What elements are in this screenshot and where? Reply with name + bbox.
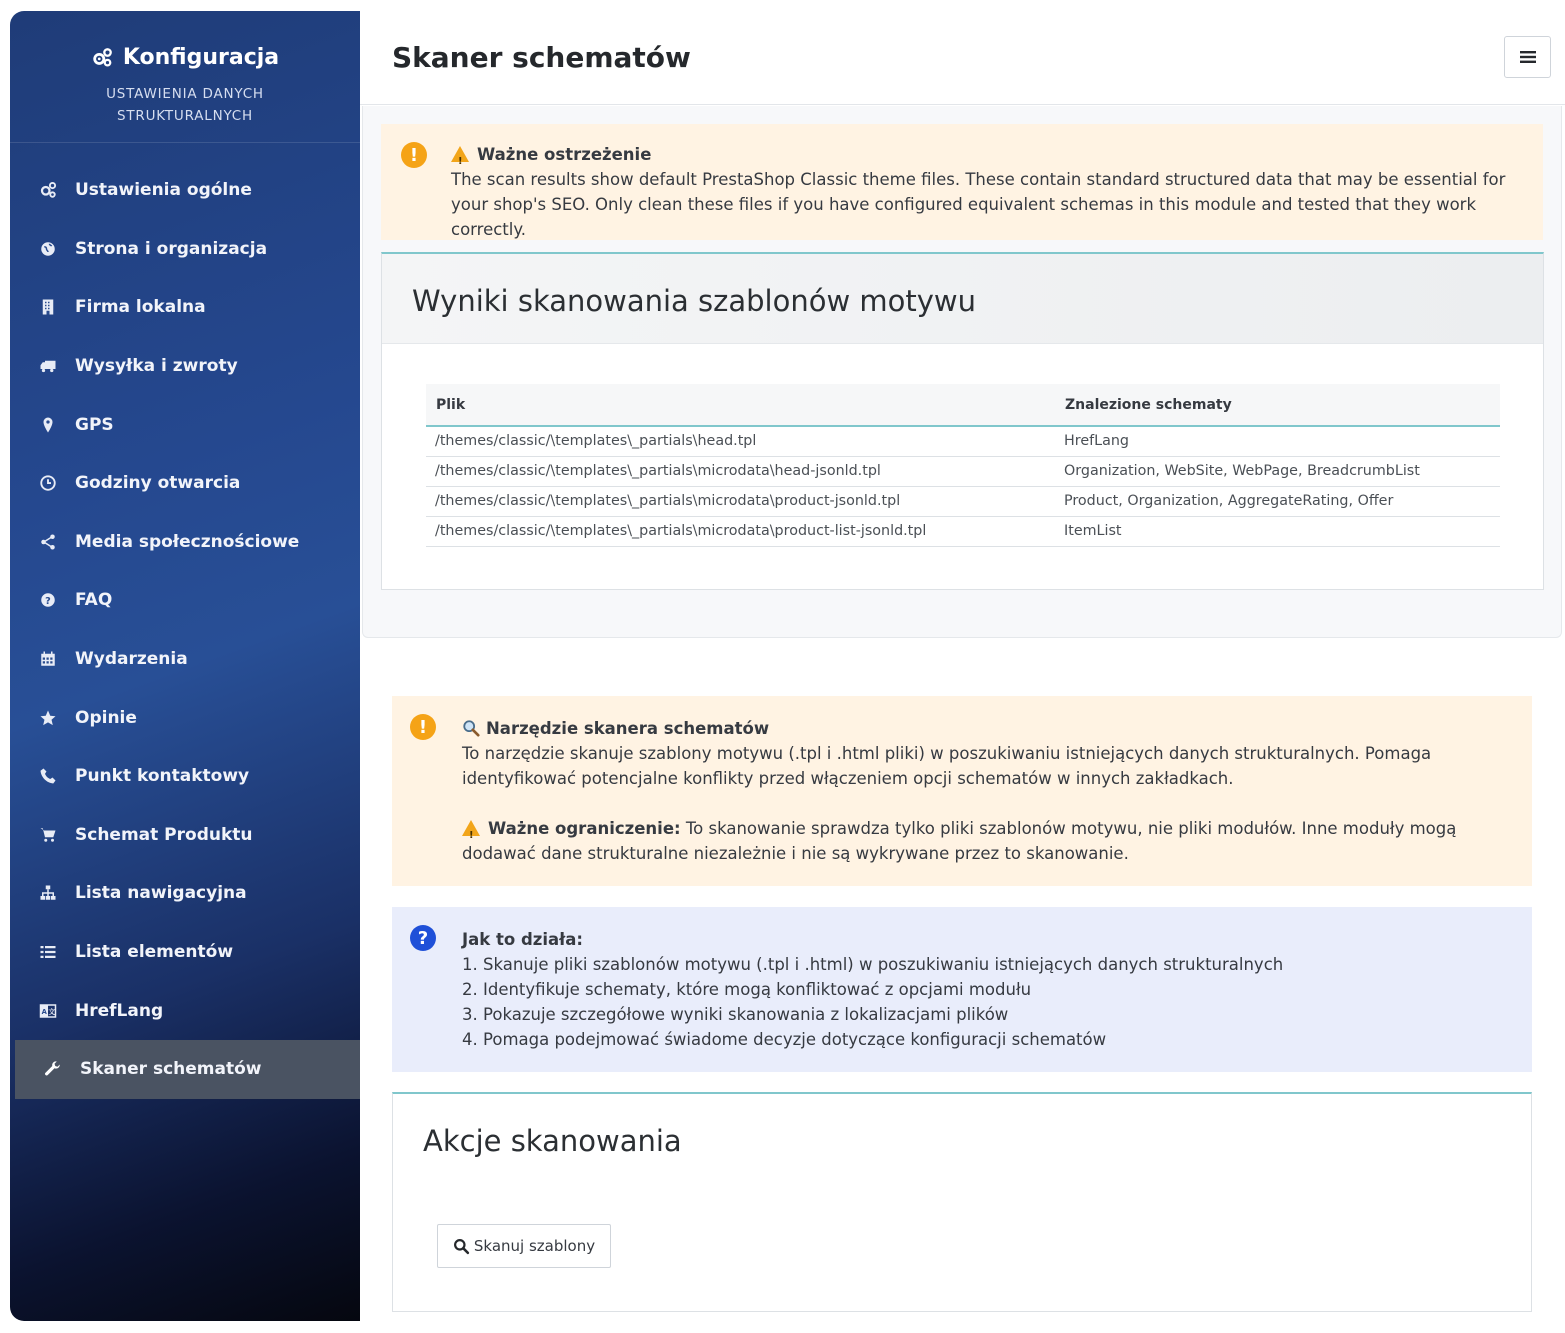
cogs-icon — [91, 47, 113, 69]
schemas-cell: Product, Organization, AggregateRating, Offer — [1055, 486, 1500, 516]
schemas-cell: ItemList — [1055, 516, 1500, 546]
globe-icon — [38, 239, 58, 259]
sidebar-item-strona-i-organizacja[interactable] — [10, 220, 360, 279]
sidebar-item-wydarzenia[interactable] — [10, 630, 360, 689]
question-circle-icon: ? — [410, 925, 436, 951]
page-header — [360, 11, 1565, 105]
results-title: Wyniki skanowania szablonów motywu — [412, 284, 977, 318]
how-it-works-alert — [392, 907, 1532, 1072]
sidebar-item-media-spolecznosciowe[interactable] — [10, 513, 360, 572]
warning-body — [451, 142, 1511, 242]
star-icon — [38, 708, 58, 728]
file-cell: /themes/classic/\templates\_partials\microdata\head-jsonld.tpl — [426, 456, 1055, 486]
list-item: 2. Identyfikuje schematy, które mogą konfliktować z opcjami modułu — [462, 980, 1032, 999]
list-icon — [38, 942, 58, 962]
scan-actions-title: Akcje skanowania — [423, 1124, 682, 1158]
how-it-works-title: Jak to działa: — [462, 930, 584, 949]
limitation-label: Ważne ograniczenie: — [488, 819, 681, 838]
sidebar-item-label: Lista nawigacyjna — [75, 883, 247, 904]
scanner-info-body — [462, 716, 1512, 866]
sidebar-item-lista-elementow[interactable] — [10, 923, 360, 982]
table-row — [426, 516, 1500, 546]
results-section — [362, 106, 1562, 638]
list-item: 3. Pokazuje szczegółowe wyniki skanowania z lokalizacjami plików — [462, 1005, 1009, 1024]
sidebar-item-faq[interactable] — [10, 571, 360, 630]
scanner-info-alert — [392, 696, 1532, 886]
share-icon — [38, 532, 58, 552]
phone-icon — [38, 766, 58, 786]
sidebar-item-godziny-otwarcia[interactable] — [10, 454, 360, 513]
sidebar-item-label: Schemat Produktu — [75, 824, 253, 845]
sidebar-item-label: FAQ — [75, 590, 113, 611]
sidebar-item-label: Wysyłka i zwroty — [75, 356, 238, 377]
sidebar-item-label: Punkt kontaktowy — [75, 766, 250, 787]
search-icon — [453, 1238, 470, 1255]
hamburger-icon — [1520, 50, 1536, 64]
schemas-cell: HrefLang — [1055, 426, 1500, 456]
column-header-file: Plik — [426, 384, 1055, 426]
language-icon — [38, 1001, 58, 1021]
svg-text:?: ? — [45, 596, 51, 608]
scan-templates-button[interactable] — [437, 1224, 611, 1268]
column-header-schemas: Znalezione schematy — [1055, 384, 1500, 426]
scanner-info-text: To narzędzie skanuje szablony motywu (.tpl i .html pliki) w poszukiwaniu istniejących danych strukturalnych. Pomaga identyfikować potencjalne konflikty przed włączeniem opcji schematów w innych zakładkach. — [462, 744, 1432, 788]
sidebar-item-label: HrefLang — [75, 1000, 164, 1021]
scan-actions-card — [392, 1092, 1532, 1312]
sidebar-header — [10, 11, 360, 143]
table-row — [426, 486, 1500, 516]
limitation-text — [462, 816, 1512, 866]
sidebar-menu — [10, 161, 360, 1099]
warning-triangle-icon — [462, 820, 480, 836]
file-cell: /themes/classic/\templates\_partials\head.tpl — [426, 426, 1055, 456]
sidebar — [10, 11, 360, 1321]
how-it-works-body — [462, 927, 1512, 1052]
scan-templates-label: Skanuj szablony — [473, 1237, 596, 1255]
file-cell: /themes/classic/\templates\_partials\microdata\product-list-jsonld.tpl — [426, 516, 1055, 546]
magnifier-icon — [462, 719, 480, 737]
sidebar-item-label: Firma lokalna — [75, 297, 206, 318]
sidebar-item-label: Strona i organizacja — [75, 238, 268, 259]
sidebar-item-wysylka-i-zwroty[interactable] — [10, 337, 360, 396]
warning-alert — [381, 124, 1543, 240]
sidebar-item-label: Media społecznościowe — [75, 531, 300, 552]
warning-title-text: Ważne ostrzeżenie — [477, 145, 652, 164]
menu-toggle-button[interactable] — [1504, 36, 1551, 78]
limitation-body: To skanowanie sprawdza tylko pliki szablonów motywu, nie pliki modułów. Inne moduły mogą dodawać dane strukturalne niezależnie i nie są wykrywane przez to skanowanie. — [462, 819, 1457, 863]
sidebar-item-lista-nawigacyjna[interactable] — [10, 864, 360, 923]
sidebar-item-label: Wydarzenia — [75, 649, 188, 670]
cart-icon — [38, 825, 58, 845]
results-table — [426, 384, 1500, 547]
clock-icon — [38, 473, 58, 493]
sidebar-item-firma-lokalna[interactable] — [10, 278, 360, 337]
truck-icon — [38, 356, 58, 376]
map-marker-icon — [38, 415, 58, 435]
sidebar-item-label: Skaner schematów — [80, 1059, 262, 1080]
svg-text:A: A — [41, 1007, 47, 1016]
scanner-info-title-text: Narzędzie skanera schematów — [486, 719, 770, 738]
warning-title — [451, 142, 1511, 167]
sitemap-icon — [38, 883, 58, 903]
page-title: Skaner schematów — [392, 41, 691, 74]
results-card — [381, 252, 1544, 590]
sidebar-item-skaner-schematow[interactable] — [15, 1040, 360, 1099]
sidebar-subtitle: USTAWIENIA DANYCH STRUKTURALNYCH — [106, 85, 264, 124]
scanner-info-title — [462, 716, 1512, 741]
sidebar-item-punkt-kontaktowy[interactable] — [10, 747, 360, 806]
sidebar-item-label: Ustawienia ogólne — [75, 180, 252, 201]
sidebar-item-label: GPS — [75, 414, 114, 435]
file-cell: /themes/classic/\templates\_partials\microdata\product-jsonld.tpl — [426, 486, 1055, 516]
building-icon — [38, 297, 58, 317]
schemas-cell: Organization, WebSite, WebPage, BreadcrumbList — [1055, 456, 1500, 486]
sidebar-item-label: Lista elementów — [75, 942, 234, 963]
wrench-icon — [43, 1059, 63, 1079]
table-row — [426, 456, 1500, 486]
sidebar-item-ustawienia-ogolne[interactable] — [10, 161, 360, 220]
sidebar-item-label: Godziny otwarcia — [75, 473, 241, 494]
calendar-icon — [38, 649, 58, 669]
sidebar-item-gps[interactable] — [10, 395, 360, 454]
cogs-icon — [38, 180, 58, 200]
sidebar-title-text: Konfiguracja — [122, 45, 280, 70]
exclamation-circle-icon: ! — [410, 714, 436, 740]
list-item: 4. Pomaga podejmować świadome decyzje dotyczące konfiguracji schematów — [462, 1030, 1107, 1049]
sidebar-item-schemat-produktu[interactable] — [10, 806, 360, 865]
warning-text: The scan results show default PrestaShop Classic theme files. These contain standard structured data that may be essential for your shop's SEO. Only clean these files if you have configured equivalent schemas in this module and tested that they work correctly. — [451, 170, 1506, 239]
sidebar-item-hreflang[interactable] — [10, 981, 360, 1040]
table-header-row — [426, 384, 1500, 426]
question-circle-icon — [38, 590, 58, 610]
sidebar-item-label: Opinie — [75, 707, 137, 728]
warning-triangle-icon — [451, 146, 469, 162]
sidebar-title — [91, 45, 279, 70]
sidebar-item-opinie[interactable] — [10, 688, 360, 747]
table-row — [426, 426, 1500, 456]
list-item: 1. Skanuje pliki szablonów motywu (.tpl i .html) w poszukiwaniu istniejących danych strukturalnych — [462, 955, 1284, 974]
svg-text:文: 文 — [48, 1007, 56, 1016]
exclamation-circle-icon: ! — [401, 142, 427, 168]
